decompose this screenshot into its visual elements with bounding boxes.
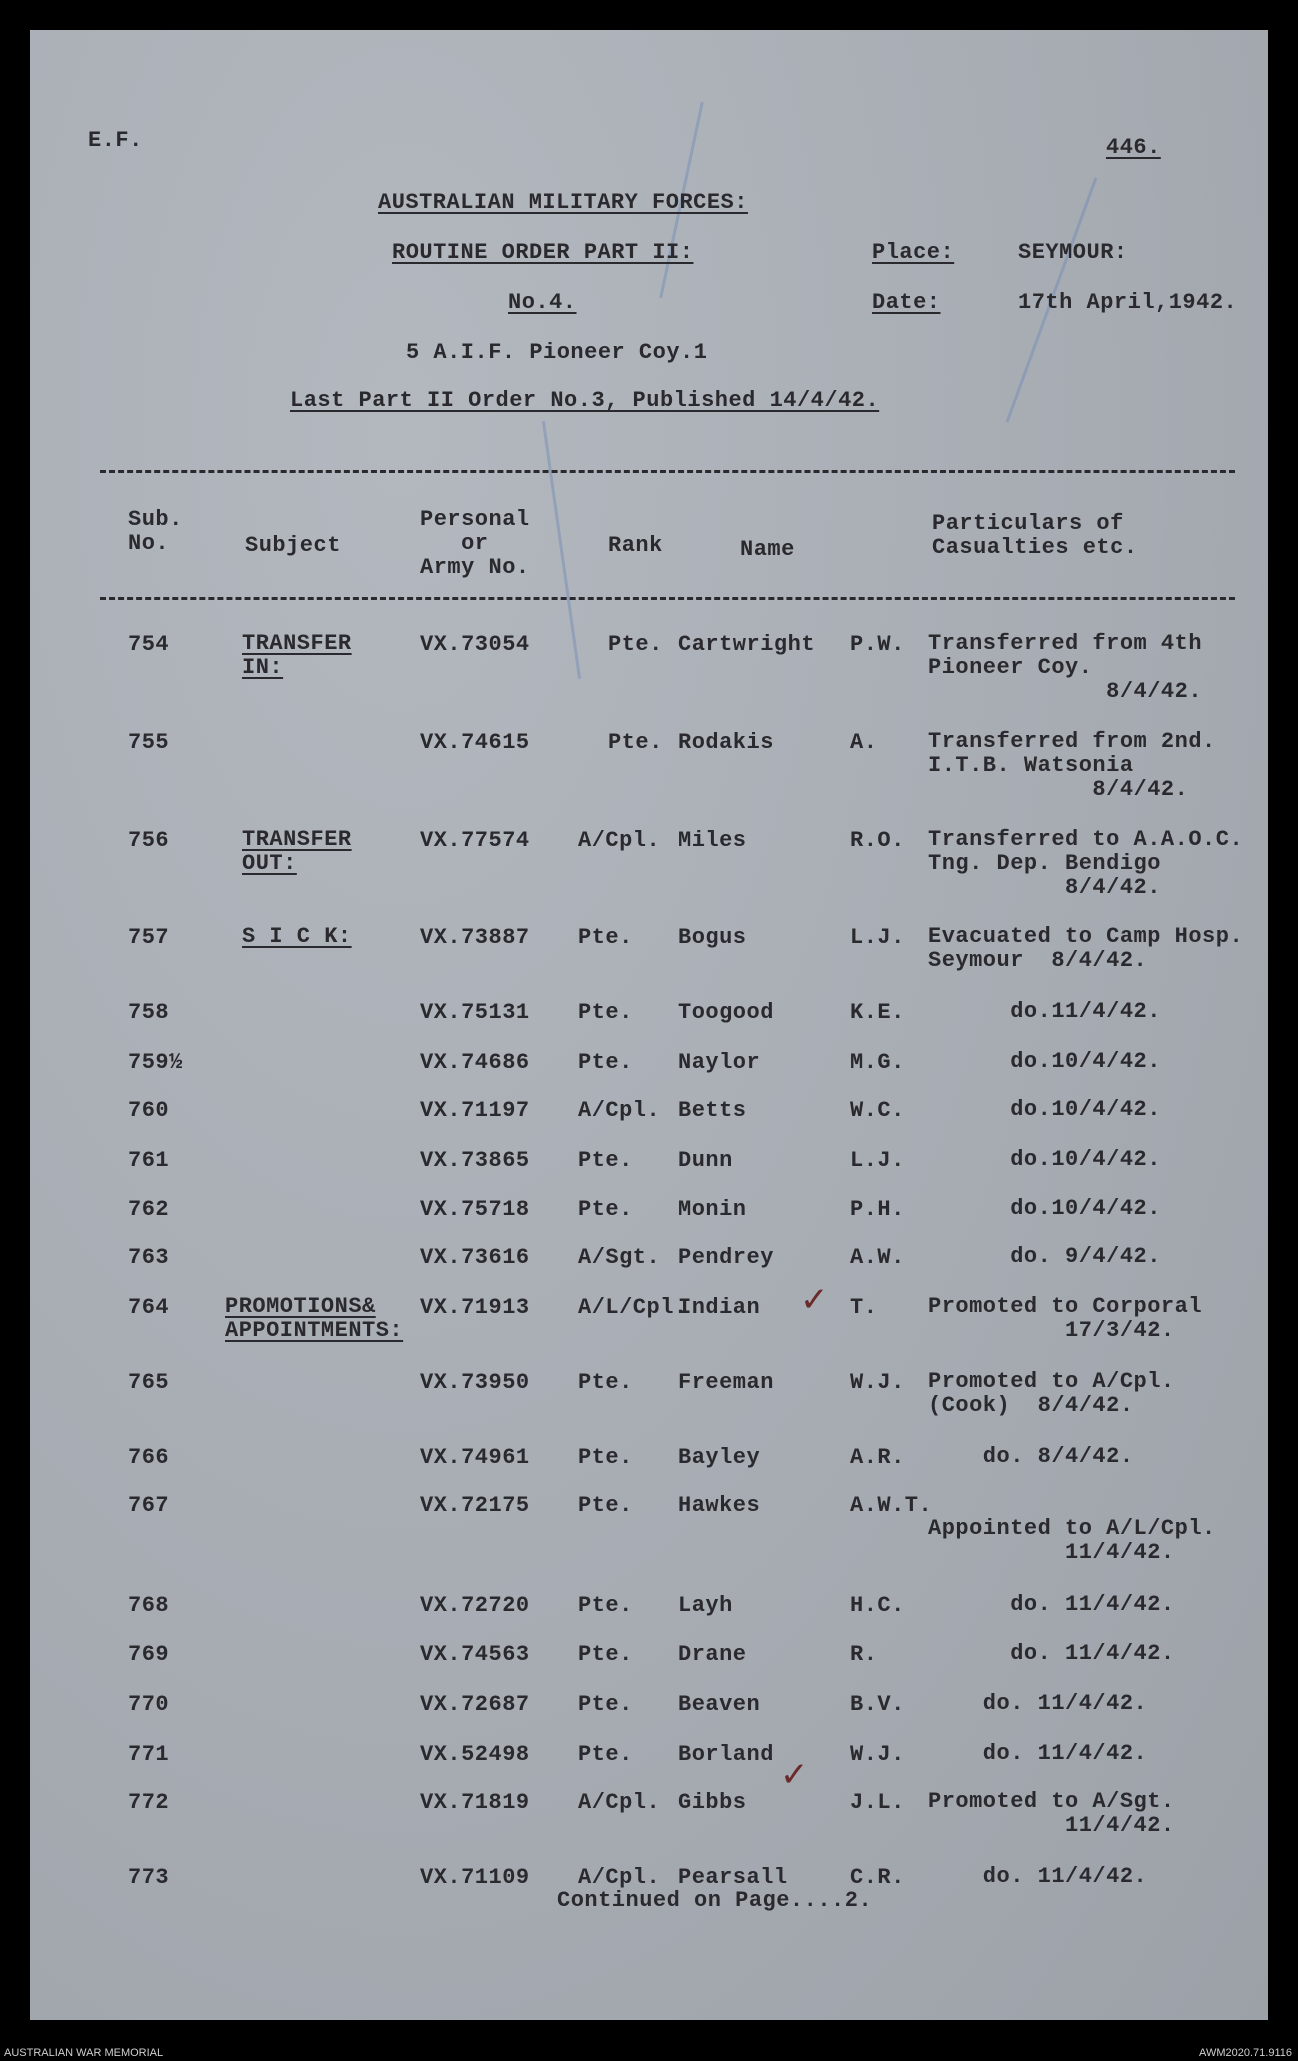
entry-subject: PROMOTIONS& APPOINTMENTS: [225, 1294, 404, 1343]
entry-initials: A.R. [850, 1445, 905, 1470]
place-label: Place: [872, 240, 955, 265]
entry-name: Monin [678, 1197, 747, 1222]
entry-particulars: do.10/4/42. [928, 1147, 1161, 1172]
entry-army-number: VX.74961 [420, 1445, 530, 1470]
entry-initials: K.E. [850, 1000, 905, 1025]
entry-rank: Pte. [578, 925, 633, 950]
entry-initials: J.L. [850, 1790, 905, 1815]
col-sub-no: Sub. No. [128, 507, 183, 556]
entry-sub-number: 762 [128, 1197, 170, 1222]
entry-sub-number: 761 [128, 1148, 170, 1173]
check-mark-icon: ✓ [800, 1280, 829, 1320]
entry-subject: TRANSFER IN: [242, 631, 352, 680]
entry-particulars: do. 11/4/42. [928, 1741, 1148, 1766]
entry-initials: R.O. [850, 828, 905, 853]
entry-rank: Pte. [578, 1148, 633, 1173]
entry-army-number: VX.71819 [420, 1790, 530, 1815]
entry-sub-number: 755 [128, 730, 170, 755]
entry-army-number: VX.73865 [420, 1148, 530, 1173]
entry-rank: A/Sgt. [578, 1245, 661, 1270]
entry-army-number: VX.73616 [420, 1245, 530, 1270]
entry-army-number: VX.75131 [420, 1000, 530, 1025]
entry-rank: A/L/Cpl. [578, 1295, 688, 1320]
entry-rank: A/Cpl. [578, 1790, 661, 1815]
entry-sub-number: 771 [128, 1742, 170, 1767]
entry-sub-number: 763 [128, 1245, 170, 1270]
entry-army-number: VX.72175 [420, 1493, 530, 1518]
entry-name: Bayley [678, 1445, 761, 1470]
entry-sub-number: 757 [128, 925, 170, 950]
entry-particulars: do. 11/4/42. [928, 1592, 1175, 1617]
entry-initials: M.G. [850, 1050, 905, 1075]
entry-rank: Pte. [578, 1742, 633, 1767]
entry-army-number: VX.71109 [420, 1865, 530, 1890]
divider-line [100, 470, 1235, 473]
entry-sub-number: 769 [128, 1642, 170, 1667]
entry-particulars: Promoted to A/Cpl. (Cook) 8/4/42. [928, 1369, 1175, 1418]
order-number: No.4. [508, 290, 577, 315]
entry-name: Dunn [678, 1148, 733, 1173]
entry-initials: A.W.T. [850, 1493, 933, 1518]
col-personal-no: Personal or Army No. [420, 507, 530, 580]
entry-name: Borland [678, 1742, 774, 1767]
entry-particulars: do. 11/4/42. [928, 1691, 1148, 1716]
entry-rank: A/Cpl. [578, 828, 661, 853]
entry-name: Beaven [678, 1692, 761, 1717]
footer-accession: AWM2020.71.9116 [1199, 2047, 1292, 2059]
date-value: 17th April,1942. [1018, 290, 1238, 315]
entry-army-number: VX.74563 [420, 1642, 530, 1667]
entry-name: Naylor [678, 1050, 761, 1075]
col-name: Name [740, 537, 795, 562]
entry-name: Rodakis [678, 730, 774, 755]
entry-sub-number: 767 [128, 1493, 170, 1518]
entry-initials: L.J. [850, 1148, 905, 1173]
entry-army-number: VX.52498 [420, 1742, 530, 1767]
entry-sub-number: 764 [128, 1295, 170, 1320]
entry-particulars: do. 11/4/42. [928, 1864, 1148, 1889]
entry-particulars: Transferred from 4th Pioneer Coy. 8/4/42. [928, 631, 1203, 704]
entry-army-number: VX.71197 [420, 1098, 530, 1123]
date-label: Date: [872, 290, 941, 315]
entry-sub-number: 765 [128, 1370, 170, 1395]
entry-sub-number: 759½ [128, 1050, 183, 1075]
footer-source: AUSTRALIAN WAR MEMORIAL [4, 2047, 164, 2059]
entry-rank: Pte. [578, 1197, 633, 1222]
page-number: 446. [1106, 135, 1161, 160]
entry-rank: Pte. [578, 1593, 633, 1618]
entry-initials: A. [850, 730, 878, 755]
entry-particulars: Evacuated to Camp Hosp. Seymour 8/4/42. [928, 924, 1244, 973]
entry-particulars: Transferred to A.A.O.C. Tng. Dep. Bendigo 8/4/42. [928, 827, 1244, 900]
entry-army-number: VX.71913 [420, 1295, 530, 1320]
entry-initials: P.W. [850, 632, 905, 657]
entry-name: Freeman [678, 1370, 774, 1395]
entry-sub-number: 754 [128, 632, 170, 657]
entry-name: Toogood [678, 1000, 774, 1025]
entry-army-number: VX.74615 [420, 730, 530, 755]
entry-name: Gibbs [678, 1790, 747, 1815]
entry-initials: W.C. [850, 1098, 905, 1123]
entry-subject: S I C K: [242, 924, 352, 949]
place-value: SEYMOUR: [1018, 240, 1128, 265]
col-particulars: Particulars of Casualties etc. [932, 511, 1138, 560]
document-page [30, 30, 1268, 2020]
entry-initials: T. [850, 1295, 878, 1320]
last-order-note: Last Part II Order No.3, Published 14/4/42. [290, 388, 880, 413]
entry-rank: Pte. [578, 1445, 633, 1470]
entry-name: Pendrey [678, 1245, 774, 1270]
col-subject: Subject [245, 533, 341, 558]
entry-rank: A/Cpl. [578, 1098, 661, 1123]
entry-initials: R. [850, 1642, 878, 1667]
entry-initials: W.J. [850, 1742, 905, 1767]
entry-sub-number: 766 [128, 1445, 170, 1470]
entry-name: Cartwright [678, 632, 816, 657]
entry-particulars: Promoted to A/Sgt. 11/4/42. [928, 1789, 1175, 1838]
col-rank: Rank [608, 533, 663, 558]
entry-army-number: VX.73887 [420, 925, 530, 950]
entry-army-number: VX.72720 [420, 1593, 530, 1618]
entry-name: Layh [678, 1593, 733, 1618]
entry-sub-number: 772 [128, 1790, 170, 1815]
entry-name: Pearsall [678, 1865, 788, 1890]
entry-rank: Pte. [578, 1370, 633, 1395]
entry-particulars: Promoted to Corporal 17/3/42. [928, 1294, 1203, 1343]
entry-particulars: do. 9/4/42. [928, 1244, 1161, 1269]
entry-subject: TRANSFER OUT: [242, 827, 352, 876]
entry-particulars: do.11/4/42. [928, 999, 1161, 1024]
entry-initials: W.J. [850, 1370, 905, 1395]
entry-sub-number: 756 [128, 828, 170, 853]
entry-name: Drane [678, 1642, 747, 1667]
entry-particulars: do.10/4/42. [928, 1196, 1161, 1221]
entry-initials: H.C. [850, 1593, 905, 1618]
entry-sub-number: 773 [128, 1865, 170, 1890]
entry-initials: A.W. [850, 1245, 905, 1270]
entry-name: Hawkes [678, 1493, 761, 1518]
entry-initials: C.R. [850, 1865, 905, 1890]
entry-particulars: do.10/4/42. [928, 1097, 1161, 1122]
entry-name: Miles [678, 828, 747, 853]
file-code: E.F. [88, 128, 143, 153]
routine-order-heading: ROUTINE ORDER PART II: [392, 240, 694, 265]
entry-army-number: VX.77574 [420, 828, 530, 853]
check-mark-icon: ✓ [780, 1755, 809, 1795]
entry-particulars: do.10/4/42. [928, 1049, 1161, 1074]
entry-rank: Pte. [578, 1050, 633, 1075]
entry-initials: L.J. [850, 925, 905, 950]
entry-sub-number: 760 [128, 1098, 170, 1123]
entry-army-number: VX.73950 [420, 1370, 530, 1395]
entry-particulars: do. 11/4/42. [928, 1641, 1175, 1666]
entry-rank: Pte. [608, 730, 663, 755]
entry-sub-number: 768 [128, 1593, 170, 1618]
entry-rank: Pte. [578, 1692, 633, 1717]
entry-rank: A/Cpl. [578, 1865, 661, 1890]
entry-particulars: do. 8/4/42. [928, 1444, 1134, 1469]
divider-line [100, 597, 1235, 600]
entry-army-number: VX.75718 [420, 1197, 530, 1222]
entry-initials: P.H. [850, 1197, 905, 1222]
entry-name: Bogus [678, 925, 747, 950]
document-title: AUSTRALIAN MILITARY FORCES: [378, 190, 748, 215]
entry-rank: Pte. [578, 1000, 633, 1025]
entry-sub-number: 758 [128, 1000, 170, 1025]
entry-particulars: Appointed to A/L/Cpl. 11/4/42. [928, 1516, 1216, 1565]
continued-note: Continued on Page....2. [557, 1888, 873, 1913]
entry-rank: Pte. [578, 1493, 633, 1518]
unit-name: 5 A.I.F. Pioneer Coy.1 [406, 340, 708, 365]
entry-name: Indian [678, 1295, 761, 1320]
entry-rank: Pte. [608, 632, 663, 657]
entry-particulars: Transferred from 2nd. I.T.B. Watsonia 8/4/42. [928, 729, 1216, 802]
entry-sub-number: 770 [128, 1692, 170, 1717]
entry-initials: B.V. [850, 1692, 905, 1717]
entry-name: Betts [678, 1098, 747, 1123]
entry-rank: Pte. [578, 1642, 633, 1667]
entry-army-number: VX.72687 [420, 1692, 530, 1717]
entry-army-number: VX.74686 [420, 1050, 530, 1075]
entry-army-number: VX.73054 [420, 632, 530, 657]
